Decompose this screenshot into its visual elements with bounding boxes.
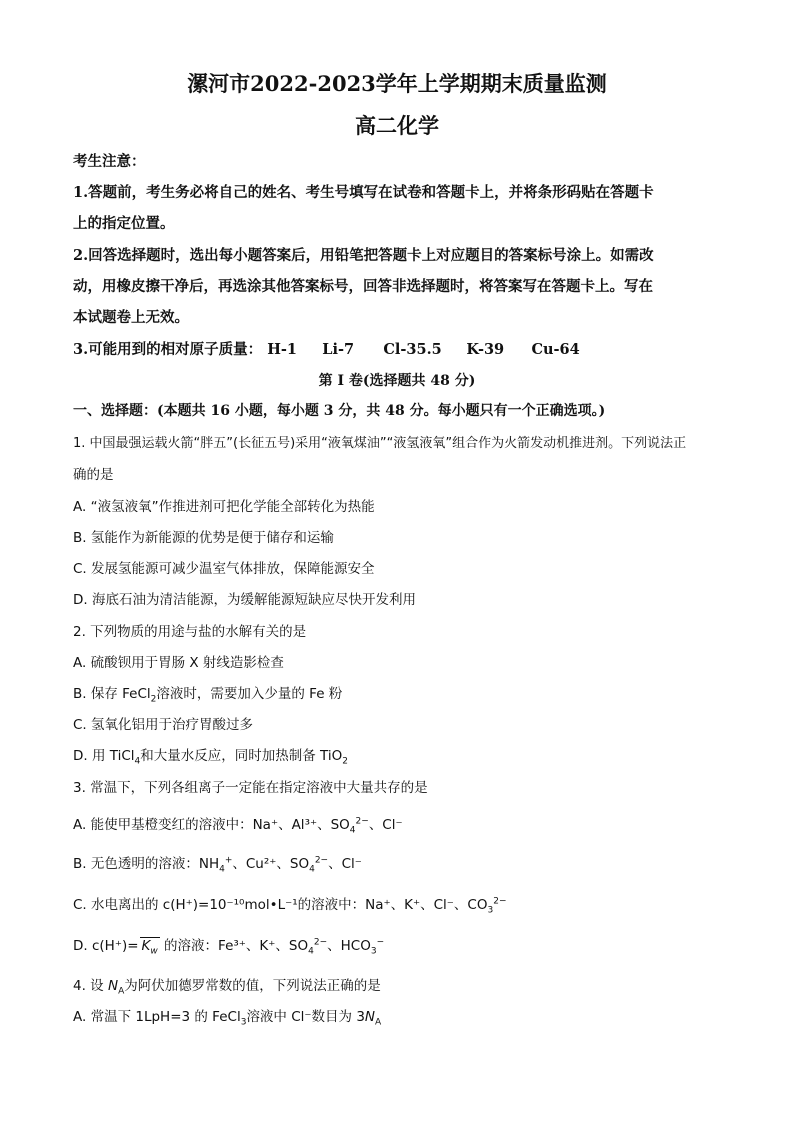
notice-item2-line1: 2.回答选择题时，选出每小题答案后，用铅笔把答题卡上对应题目的答案标号涂上。如需改 [73, 247, 654, 264]
q1-option-b: B. 氢能作为新能源的优势是便于储存和运输 [73, 530, 334, 546]
atomic-mass-h: H-1 [267, 341, 298, 358]
notice-item3 [73, 338, 580, 359]
q1-option-c: C. 发展氢能源可减少温室气体排放，保障能源安全 [73, 561, 375, 577]
exam-title: 漯河市2022-2023学年上学期期末质量监测 [187, 71, 607, 96]
q4-stem: 4. 设 $N_A$为阿伏加德罗常数的值，下列说法正确的是 [73, 978, 381, 997]
q2-option-b: B. 保存 FeCl$_2$溶液时，需要加入少量的 Fe 粉 [73, 686, 343, 705]
section-heading: 一、选择题：(本题共 16 小题，每小题 3 分，共 48 分。每小题只有一个正确选项。) [73, 403, 606, 419]
q3-option-a: A. 能使甲基橙变红的溶液中：Na⁺、Al³⁺、$SO_4^{2-}$、Cl⁻ [73, 816, 403, 836]
part-title: 第 I 卷(选择题共 48 分) [318, 373, 476, 389]
sqrt-kw: $K_w$ [141, 938, 158, 957]
q4-option-a: A. 常温下 1LpH=3 的 FeCl$_3$溶液中 Cl⁻数目为 $3N_A$ [73, 1009, 382, 1028]
atomic-mass-cu: Cu-64 [531, 341, 580, 358]
q2-stem: 2. 下列物质的用途与盐的水解有关的是 [73, 624, 307, 640]
q1-option-d: D. 海底石油为清洁能源，为缓解能源短缺应尽快开发利用 [73, 592, 416, 608]
notice-item2-line3: 本试题卷上无效。 [73, 309, 189, 326]
notice-item1-line2: 上的指定位置。 [73, 215, 175, 232]
notice-item2-line2: 动，用橡皮擦干净后，再选涂其他答案标号，回答非选择题时，将答案写在答题卡上。写在 [73, 278, 653, 295]
q1-stem-line1: 1. 中国最强运载火箭“胖五”(长征五号)采用“液氧煤油”“液氢液氧”组合作为火箭发动机推进剂。下列说法正 [73, 436, 687, 451]
atomic-mass-k: K-39 [466, 341, 505, 358]
atomic-mass-li: Li-7 [322, 341, 355, 358]
q2-option-c: C. 氢氧化铝用于治疗胃酸过多 [73, 717, 254, 733]
q3-stem: 3. 常温下，下列各组离子一定能在指定溶液中大量共存的是 [73, 780, 428, 796]
notice-label: 考生注意： [73, 153, 146, 170]
q1-stem-line2: 确的是 [73, 467, 114, 483]
q2-option-a: A. 硫酸钡用于胃肠 X 射线造影检查 [73, 655, 284, 671]
notice-item1-line1: 1.答题前，考生务必将自己的姓名、考生号填写在试卷和答题卡上，并将条形码贴在答题卡 [73, 184, 654, 201]
q3-option-b: B. 无色透明的溶液：$NH_4^+$、Cu²⁺、$SO_4^{2-}$、Cl⁻ [73, 855, 362, 875]
q1-option-a: A. “液氢液氧”作推进剂可把化学能全部转化为热能 [73, 499, 375, 515]
q2-option-d: D. 用 TiCl$_4$和大量水反应，同时加热制备 TiO$_2$ [73, 748, 348, 767]
atomic-mass-cl: Cl-35.5 [383, 341, 442, 358]
atomic-mass-label: 3.可能用到的相对原子质量： [73, 341, 263, 358]
exam-subtitle: 高二化学 [355, 113, 439, 138]
q3-option-d: D. $c(H^+)= K_w$ 的溶液：Fe³⁺、K⁺、$SO_4^{2-}$、$HCO_3^-$ [73, 937, 385, 957]
q3-option-c: C. 水电离出的 c(H⁺)=10⁻¹⁰mol•L⁻¹的溶液中：Na⁺、K⁺、Cl⁻、$CO_3^{2-}$ [73, 896, 507, 916]
